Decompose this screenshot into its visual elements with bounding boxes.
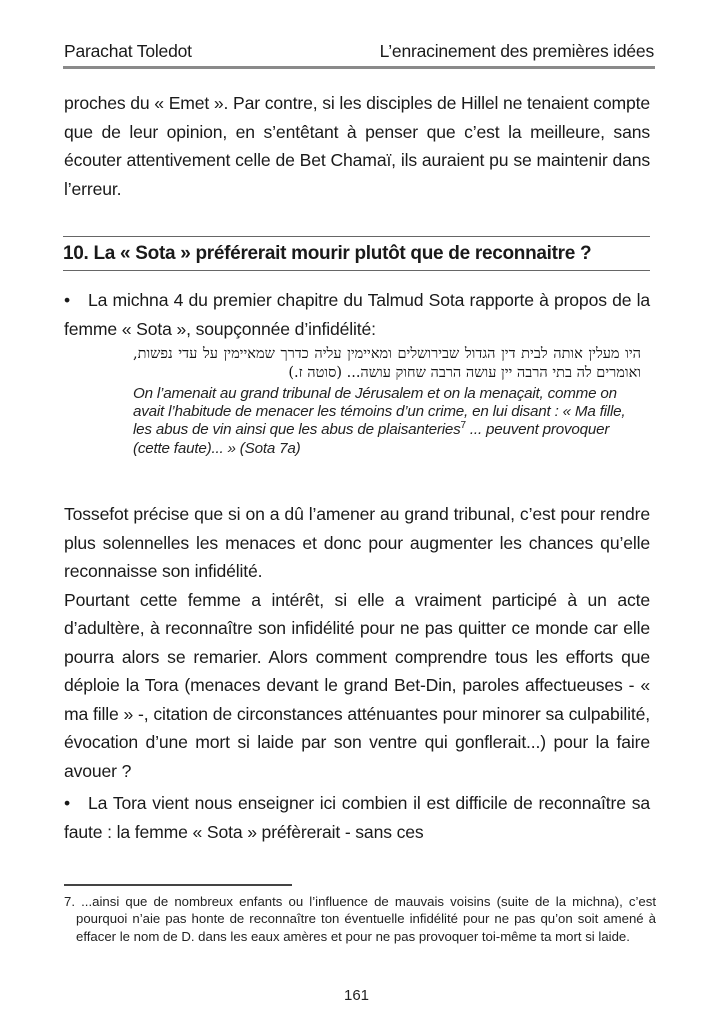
- section-paragraphs-block: [64, 500, 650, 785]
- mishna-quote: [133, 345, 641, 458]
- section-paragraph-3: Pourtant cette femme a intérêt, si elle a vraiment participé à un acte d’adultère, à reconnaître son infidélité pour ne pas quitter ce monde car elle pourra alors se remarier. Alors comment comprendre tous les efforts que déploie la Tora (menaces devant le grand Bet-Din, paroles affectueuses - « ma fille » -, citation de circonstances atténuantes pour minorer sa culpabilité, évocation d’une mort si laide par son ventre qui gonflerait...) pour la faire avouer ?: [64, 589, 650, 781]
- quote-translation: [133, 385, 641, 458]
- header-chapter-title: L’enracinement des premières idées: [379, 41, 654, 61]
- paragraph-4-text: La Tora vient nous enseigner ici combien il est difficile de reconnaître sa faute : la femme « Sota » préfèrerait - sans ces: [64, 793, 650, 842]
- intro-paragraph: proches du « Emet ». Par contre, si les disciples de Hillel ne tenaient compte que de leur opinion, en s’entêtant à penser que c’est la meilleure, sans écouter attentivement celle de Bet Chamaï, ils auraient pu se maintenir dans l’erreur.: [64, 93, 650, 199]
- translation-text-2: ... peuvent provoquer (cette faute)... » (Sota 7a): [133, 421, 610, 457]
- translation-text-1: On l’amenait au grand tribunal de Jérusalem et on la menaçait, comme on avait l’habitude de menacer les témoins d’un crime, en lui disant : « Ma fille, les abus de vin ainsi que les abus de plaisanteries: [133, 385, 626, 439]
- footnote-divider: [64, 884, 292, 886]
- footnote-7: 7. ...ainsi que de nombreux enfants ou l’influence de mauvais voisins (suite de la michna), c’est pourquoi n’aie pas honte de reconnaître ton éventuelle infidélité pour ne pas qu’on soit amené à effacer le nom de D. dans les eaux amères et pour ne pas provoquer toi-même ta mort si laide.: [64, 894, 656, 944]
- bullet-icon: •: [64, 793, 71, 813]
- header-divider: [63, 66, 655, 69]
- header-parasha-title: Parachat Toledot: [64, 41, 192, 61]
- footnote-reference[interactable]: 7: [460, 420, 466, 432]
- hebrew-quote: היו מעלין אותה לבית דין הגדול שבירושלים ומאיימין עליה כדרך שמאיימין על עדי נפשות, ואומרים לה בתי הרבה יין עושה הרבה שחוק עושה... (סוטה ז.): [133, 346, 641, 381]
- section-paragraph-4: [64, 789, 650, 846]
- intro-paragraph-block: [64, 89, 650, 203]
- section-heading: 10. La « Sota » préférerait mourir plutôt que de reconnaitre ?: [63, 236, 650, 271]
- running-header: [64, 38, 654, 64]
- section-paragraph-1-block: [64, 286, 650, 343]
- section-paragraph-2: Tossefot précise que si on a dû l’amener au grand tribunal, c’est pour rendre plus solennelles les menaces et donc pour augmenter les chances qu’elle reconnaisse son infidélité.: [64, 504, 650, 581]
- section-paragraph-1: [64, 286, 650, 343]
- page-number: 161: [343, 987, 370, 1004]
- section-paragraph-4-block: [64, 789, 650, 846]
- bullet-icon: •: [64, 290, 71, 310]
- paragraph-1-text: La michna 4 du premier chapitre du Talmud Sota rapporte à propos de la femme « Sota », soupçonnée d’infidélité:: [64, 290, 650, 339]
